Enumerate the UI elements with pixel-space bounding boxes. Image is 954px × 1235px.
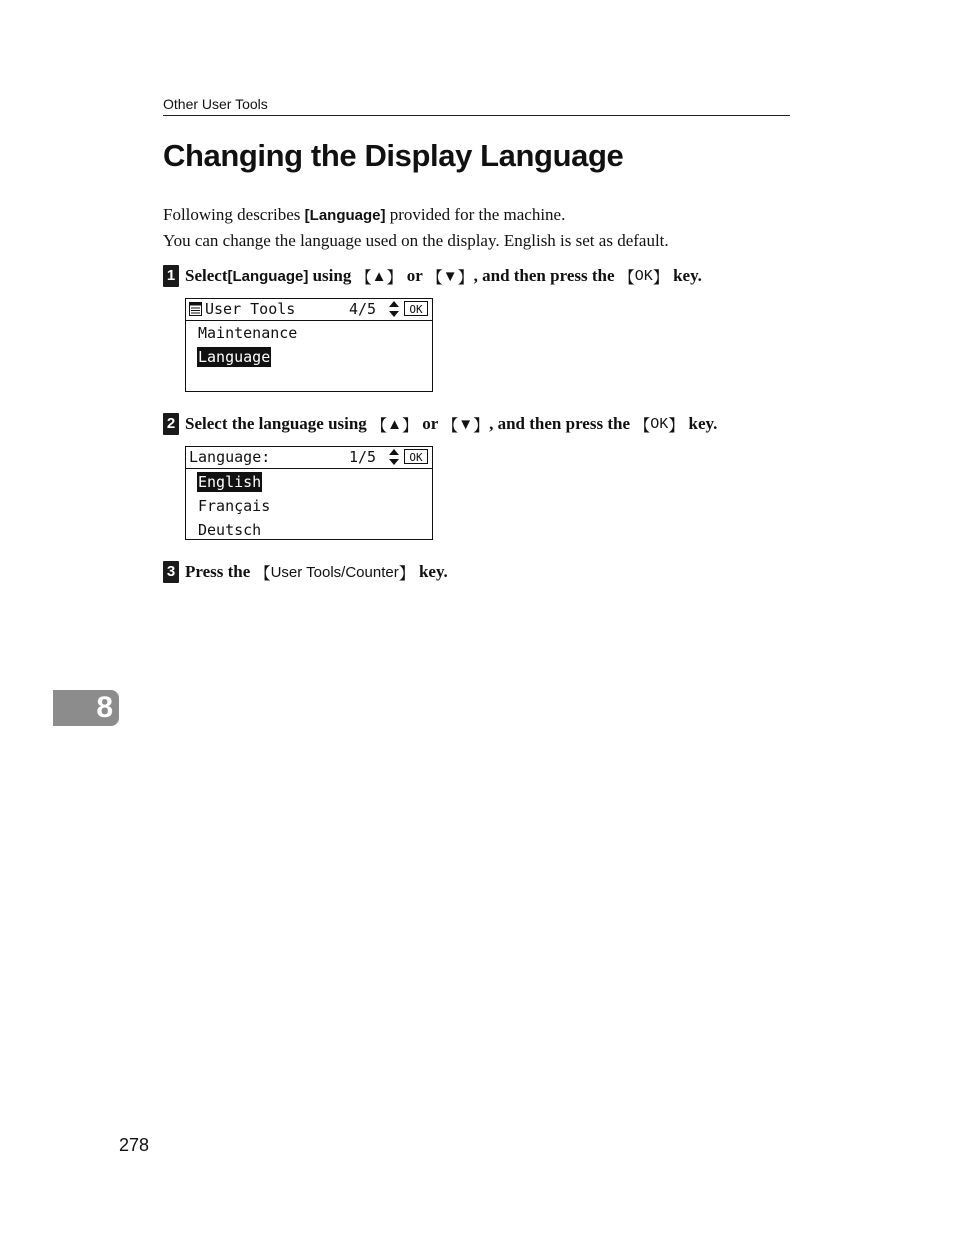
intro-text: Following describes [163,205,305,224]
step-text: or [417,414,443,433]
bracket-left: 【 [426,267,443,287]
lcd-title: User Tools [205,300,296,318]
page-number: 278 [119,1135,150,1155]
intro-text: provided for the machine. [385,205,566,224]
lcd-menu-item-francais[interactable]: Français [198,497,271,515]
step-1 [163,264,702,288]
step-text: or [402,266,427,285]
up-arrow-key-icon: ▲ [371,267,387,285]
up-down-scroll-icon [388,449,400,465]
lcd-screen-user-tools [185,298,433,392]
language-keyword: [Language] [227,267,309,285]
up-arrow-key-icon: ▲ [387,415,402,433]
step-text: key. [414,562,448,581]
step-text: , and then press the [473,266,619,285]
step-text: key. [684,414,718,433]
bracket-right: 】 [457,267,474,287]
lcd-menu-item-maintenance[interactable]: Maintenance [198,324,298,342]
step-text: key. [668,266,702,285]
bracket-left: 【 [355,267,372,287]
step-3 [163,560,448,584]
menu-list-icon [189,302,202,316]
lcd-page-indicator: 1/5 [349,448,377,466]
bracket-right: 】 [652,267,669,287]
lcd-menu-item-deutsch[interactable]: Deutsch [198,521,262,539]
lcd-ok-button[interactable]: OK [404,449,428,464]
bracket-right: 】 [386,267,403,287]
page-title: Changing the Display Language [163,138,624,173]
step-text: Select [185,266,228,285]
step-2 [163,412,717,436]
step-number-badge: 3 [163,561,179,583]
lcd-menu-item-language[interactable]: Language [198,348,271,366]
down-arrow-key-icon: ▼ [458,415,474,433]
intro-paragraph-2: You can change the language used on the display. English is set as default. [163,231,669,250]
ok-key-label: OK [650,415,669,433]
step-text: , and then press the [489,414,635,433]
step-text: using [308,266,356,285]
intro-paragraph-1 [163,204,565,227]
lcd-ok-button[interactable]: OK [404,301,428,316]
ok-key-label: OK [634,267,653,285]
lcd-menu-item-english[interactable]: English [198,473,262,491]
up-down-scroll-icon [388,301,400,317]
step-text: Select the language using [185,414,372,433]
bracket-right: 】 [398,563,415,583]
bracket-right: 】 [473,415,490,435]
bracket-left: 【 [442,415,459,435]
lcd-header [186,447,432,469]
user-tools-counter-key-label: User Tools/Counter [270,563,399,581]
step-number-badge: 2 [163,413,179,435]
down-arrow-key-icon: ▼ [442,267,458,285]
step-number-badge: 1 [163,265,179,287]
step-text: Press the [185,562,255,581]
bracket-left: 【 [371,415,388,435]
bracket-left: 【 [254,563,271,583]
lcd-page-indicator: 4/5 [349,300,377,318]
bracket-right: 】 [668,415,685,435]
lcd-title: Language: [189,448,271,466]
running-head: Other User Tools [163,96,790,116]
language-keyword: [Language] [304,207,386,224]
lcd-screen-language [185,446,433,540]
lcd-header [186,299,432,321]
bracket-right: 】 [401,415,418,435]
chapter-tab: 8 [53,690,119,726]
bracket-left: 【 [634,415,651,435]
bracket-left: 【 [618,267,635,287]
